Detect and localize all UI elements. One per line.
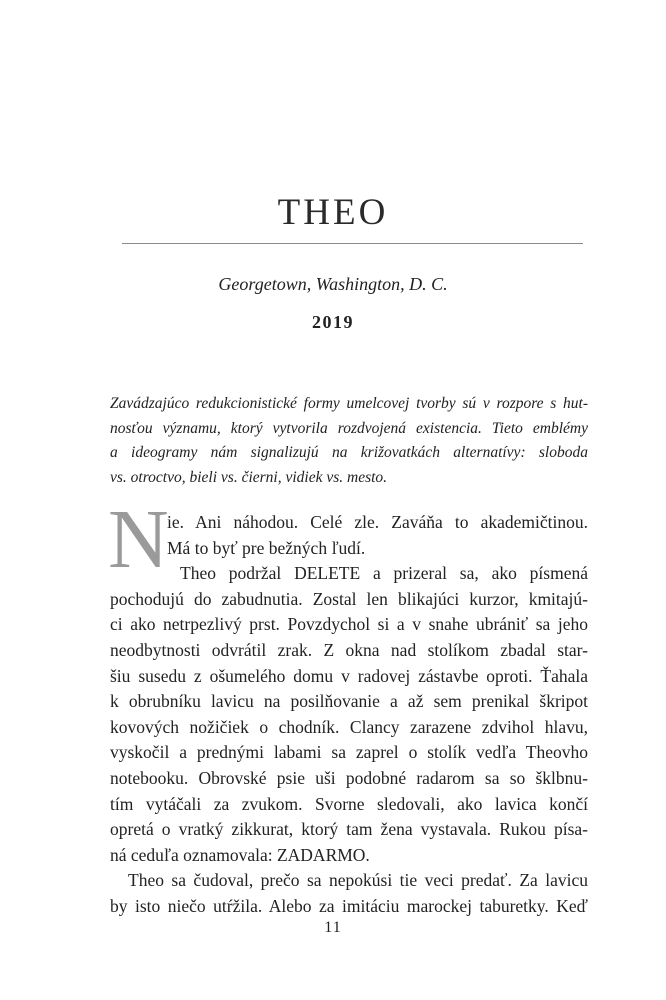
- epigraph-line: nosťou významu, ktorý vytvorila rozdvojená existencia. Tieto emblémy: [110, 419, 588, 437]
- body-line: Má to byť pre bežných ľudí.: [167, 537, 366, 558]
- body-line: vyskočil a prednými labami sa zaprel o stolík vedľa Theovho: [110, 742, 588, 763]
- body-line: ci ako netrpezlivý prst. Povzdychol si a v snahe ubrániť sa jeho: [110, 614, 588, 635]
- body-line: Theo sa čudoval, prečo sa nepokúsi tie veci predať. Za lavicu: [128, 870, 588, 891]
- body-line: kovových nožičiek o chodník. Clancy zarazene zdvihol hlavu,: [110, 716, 588, 737]
- body-line: opretá o vratký zikkurat, ktorý tam žena vystavala. Rukou písa-: [110, 819, 588, 840]
- chapter-year: 2019: [312, 312, 354, 332]
- page-number: 11: [324, 919, 342, 936]
- drop-cap: N: [108, 493, 169, 586]
- body-line: Theo podržal DELETE a prizeral sa, ako písmená: [180, 563, 588, 584]
- body-line: ná ceduľa oznamovala: ZADARMO.: [110, 844, 370, 865]
- body-line: notebooku. Obrovské psie uši podobné radarom sa so šklbnu-: [110, 767, 588, 788]
- chapter-place: Georgetown, Washington, D. C.: [218, 274, 448, 294]
- chapter-title: THEO: [277, 192, 389, 233]
- body-line: by isto niečo utŕžila. Alebo za imitáciu marockej taburetky. Keď: [110, 895, 588, 916]
- title-rule: [122, 243, 583, 244]
- body-line: pochodujú do zabudnutia. Zostal len blikajúci kurzor, kmitajú-: [110, 588, 588, 609]
- epigraph-line: vs. otroctvo, bieli vs. čierni, vidiek vs. mesto.: [110, 468, 388, 486]
- body-line: neodbytnosti odvrátil zrak. Z okna nad stolíkom zbadal star-: [110, 639, 588, 660]
- epigraph: [110, 392, 588, 490]
- body-text: [110, 510, 588, 920]
- body-line: šiu susedu z ošumelého domu v radovej zástavbe oproti. Ťahala: [110, 665, 588, 686]
- epigraph-line: Zavádzajúco redukcionistické formy umelcovej tvorby sú v rozpore s hut-: [110, 395, 588, 412]
- body-line: k obrubníku lavicu na posilňovanie a až sem prenikal škripot: [110, 691, 588, 712]
- body-line: tím vytáčali za zvukom. Svorne sledovali, ako lavica končí: [110, 793, 588, 814]
- epigraph-line: a ideogramy nám signalizujú na križovatkách alternatívy: sloboda: [110, 444, 588, 461]
- body-line: ie. Ani náhodou. Celé zle. Zaváňa to akademičtinou.: [167, 512, 588, 532]
